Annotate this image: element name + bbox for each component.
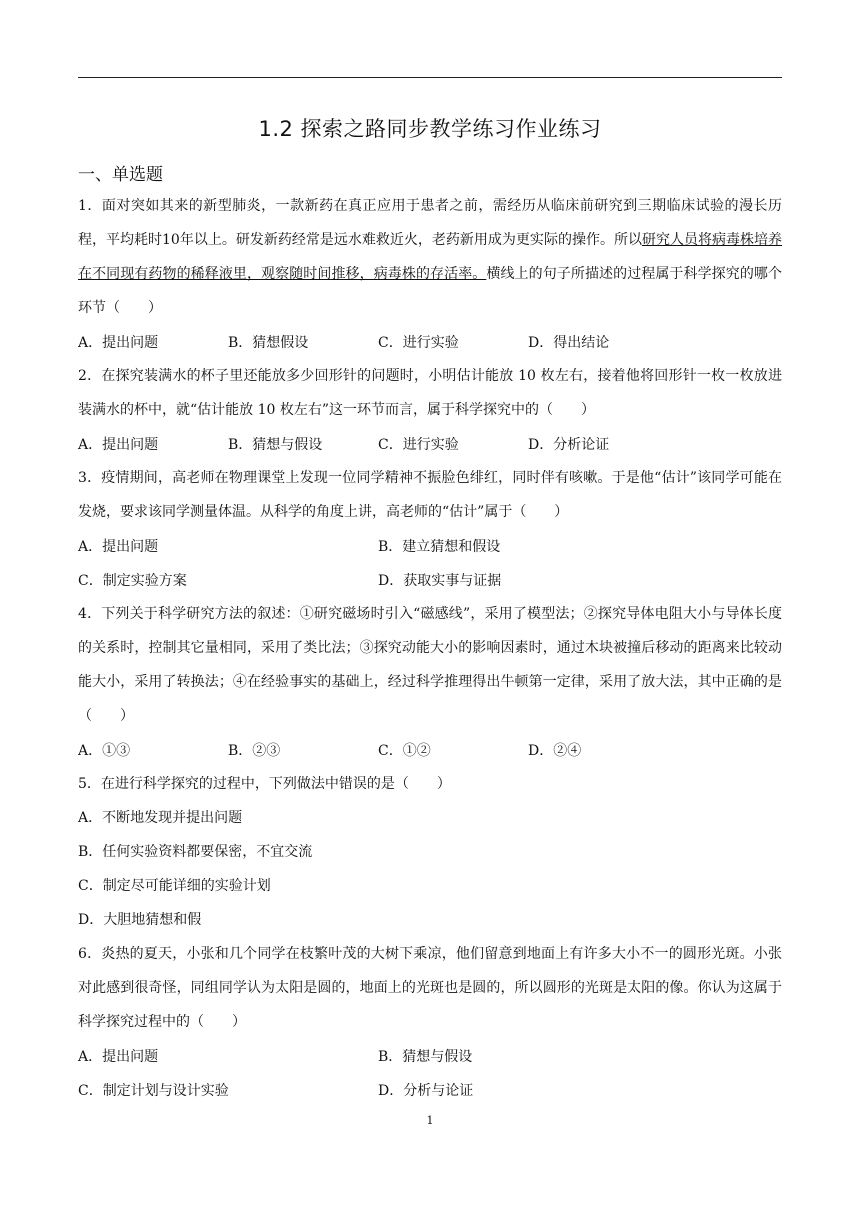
question-6-options-row-1 — [78, 1039, 782, 1073]
option-a[interactable]: A．提出问题 — [78, 437, 159, 453]
document-title: 1.2 探索之路同步教学练习作业练习 — [258, 117, 602, 141]
question-2: 2．在探究装满水的杯子里还能放多少回形针的问题时，小明估计能放 10 枚左右，接着他将回形针一枚一枚放进装满水的杯中，就“估计能放 10 枚左右”这一环节而言，属于科学探究中的（ ） — [78, 368, 782, 418]
question-6: 6．炎热的夏天，小张和几个同学在枝繁叶茂的大树下乘凉，他们留意到地面上有许多大小不一的圆形光斑。小张对此感到很奇怪，同组同学认为太阳是圆的，地面上的光斑也是圆的，所以圆形的光斑是太阳的像。你认为这属于科学探究过程中的（ ） — [78, 946, 782, 1030]
option-d[interactable]: D．分析论证 — [528, 437, 610, 453]
option-a[interactable]: A．①③ — [78, 743, 131, 759]
question-1: 1．面对突如其来的新型肺炎，一款新药在真正应用于患者之前，需经历从临床前研究到三期临床试验的漫长历程，平均耗时10年以上。研发新药经常是远水难救近火，老药新用成为更实际的操作。所以研究人员将病毒株培养在不同现有药物的稀释液里，观察随时间推移，病毒株的存活率。横线上的句子所描述的过程属于科学探究的哪个环节（ ） — [78, 198, 783, 316]
option-a[interactable]: A．不断地发现并提出问题 — [78, 810, 243, 826]
option-b[interactable]: B．②③ — [228, 743, 281, 759]
option-c[interactable]: C．①② — [378, 743, 431, 759]
option-d[interactable]: D．大胆地猜想和假 — [78, 912, 202, 928]
question-3-options-row-1 — [78, 529, 782, 563]
option-b[interactable]: B．建立猜想和假设 — [378, 539, 501, 555]
question-4: 4．下列关于科学研究方法的叙述：①研究磁场时引入“磁感线”，采用了模型法；②探究导体电阻大小与导体长度的关系时，控制其它量相同，采用了类比法；③探究动能大小的影响因素时，通过木块被撞后移动的距离来比较动能大小，采用了转换法；④在经验事实的基础上，经过科学推理得出牛顿第一定律，采用了放大法，其中正确的是（ ） — [78, 606, 782, 724]
option-d[interactable]: D．分析与论证 — [378, 1083, 474, 1099]
question-6-options-row-2 — [78, 1073, 782, 1107]
question-3-options-row-2 — [78, 563, 782, 597]
section-heading: 一、单选题 — [78, 165, 163, 185]
underlined-sentence: 研究人员将病毒株培养在不同现有药物的稀释液里，观察随时间推移，病毒株的存活率。 — [78, 232, 783, 282]
header-rule — [78, 77, 782, 78]
option-d[interactable]: D．得出结论 — [528, 335, 610, 351]
option-b[interactable]: B．猜想与假设 — [378, 1049, 473, 1065]
page-number: 1 — [426, 1114, 434, 1127]
option-b[interactable]: B．任何实验资料都要保密，不宜交流 — [78, 844, 313, 860]
option-a[interactable]: A．提出问题 — [78, 335, 159, 351]
option-d[interactable]: D．获取实事与证据 — [378, 573, 502, 589]
option-b[interactable]: B．猜想假设 — [228, 335, 309, 351]
option-a[interactable]: A．提出问题 — [78, 1049, 159, 1065]
question-3: 3．疫情期间，高老师在物理课堂上发现一位同学精神不振脸色绯红，同时伴有咳嗽。于是他“估计”该同学可能在发烧，要求该同学测量体温。从科学的角度上讲，高老师的“估计”属于（ ） — [78, 470, 782, 520]
question-2-options — [78, 427, 782, 461]
question-5: 5．在进行科学探究的过程中，下列做法中错误的是（ ） — [78, 776, 451, 792]
option-b[interactable]: B．猜想与假设 — [228, 437, 323, 453]
option-c[interactable]: C．进行实验 — [378, 335, 459, 351]
option-d[interactable]: D．②④ — [528, 743, 582, 759]
option-c[interactable]: C．进行实验 — [378, 437, 459, 453]
option-c[interactable]: C．制定实验方案 — [78, 573, 187, 589]
question-4-options — [78, 733, 782, 767]
question-1-options — [78, 325, 782, 359]
option-c[interactable]: C．制定尽可能详细的实验计划 — [78, 878, 271, 894]
option-a[interactable]: A．提出问题 — [78, 539, 159, 555]
questions — [78, 189, 782, 1107]
option-c[interactable]: C．制定计划与设计实验 — [78, 1083, 229, 1099]
